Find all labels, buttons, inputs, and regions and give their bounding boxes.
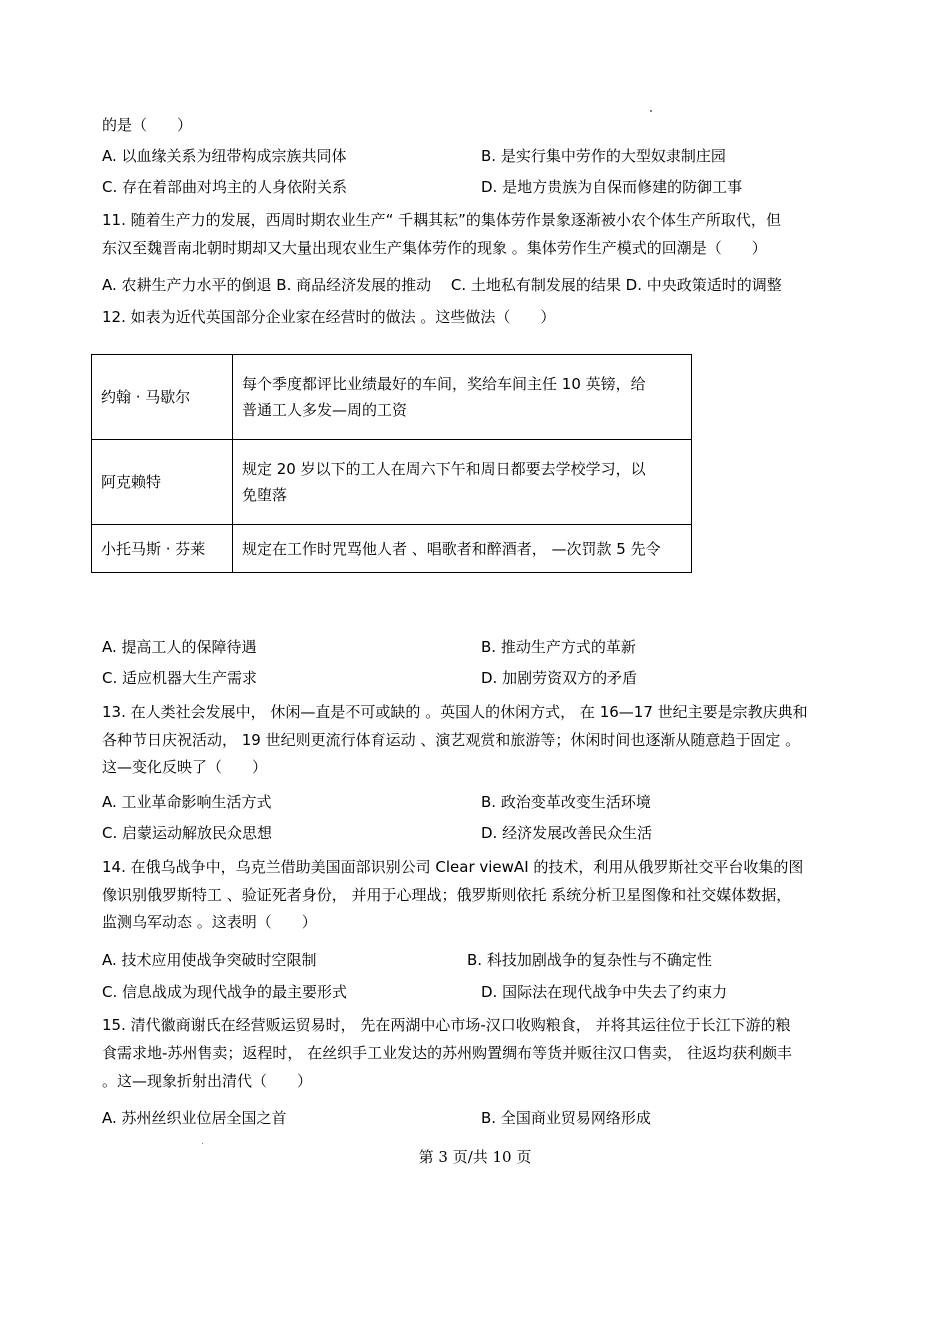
speck-mark bbox=[202, 1143, 203, 1144]
table-cell-name: 小托马斯 · 芬莱 bbox=[92, 525, 233, 573]
q10-option-d: D. 是地方贵族为自保而修建的防御工事 bbox=[481, 178, 743, 196]
table-cell-name: 约翰 · 马歇尔 bbox=[92, 355, 233, 440]
q15-stem-line-3: 。这—现象折射出清代（ ） bbox=[102, 1072, 313, 1090]
q14-option-c: C. 信息战成为现代战争的最主要形式 bbox=[102, 983, 348, 1001]
q10-option-a: A. 以血缘关系为纽带构成宗族共同体 bbox=[102, 147, 347, 165]
table-cell-practice bbox=[233, 525, 692, 573]
q15-option-a: A. 苏州丝织业位居全国之首 bbox=[102, 1109, 287, 1127]
q13-option-a: A. 工业革命影响生活方式 bbox=[102, 793, 272, 811]
entrepreneur-table bbox=[91, 354, 692, 573]
q12-option-b: B. 推动生产方式的革新 bbox=[481, 638, 636, 656]
table-cell-practice bbox=[233, 355, 692, 440]
table-row bbox=[92, 355, 692, 440]
practice-line: 规定在工作时咒骂他人者 、唱歌者和醉酒者， —次罚款 5 先令 bbox=[242, 539, 661, 558]
q13-stem-line-1: 13. 在人类社会发展中， 休闲—直是不可或缺的 。英国人的休闲方式， 在 16—17 世纪主要是宗教庆典和 bbox=[102, 703, 808, 721]
q13-option-b: B. 政治变革改变生活环境 bbox=[481, 793, 651, 811]
q14-option-d: D. 国际法在现代战争中失去了约束力 bbox=[481, 983, 728, 1001]
practice-line: 规定 20 岁以下的工人在周六下午和周日都要去学校学习，以 bbox=[242, 460, 646, 478]
practice-line: 免堕落 bbox=[242, 486, 288, 504]
table-row bbox=[92, 525, 692, 573]
q11-stem-line-2: 东汉至魏晋南北朝时期却又大量出现农业生产集体劳作的现象 。集体劳作生产模式的回潮是（ ） bbox=[102, 239, 767, 257]
q13-stem-line-3: 这—变化反映了（ ） bbox=[102, 758, 268, 776]
q13-stem-line-2: 各种节日庆祝活动， 19 世纪则更流行体育运动 、演艺观赏和旅游等；休闲时间也逐渐从随意趋于固定 。 bbox=[102, 731, 801, 749]
q14-stem-line-1: 14. 在俄乌战争中，乌克兰借助美国面部识别公司 Clear viewAI 的技术，利用从俄罗斯社交平台收集的图 bbox=[102, 858, 804, 876]
q10-stem-tail: 的是（ ） bbox=[102, 116, 193, 134]
table-cell-practice bbox=[233, 440, 692, 525]
q15-stem-line-2: 食需求地-苏州售卖；返程时， 在丝织手工业发达的苏州购置绸布等货并贩往汉口售卖， 往返均获利颇丰 bbox=[102, 1044, 792, 1062]
speck-mark bbox=[650, 110, 652, 112]
q10-option-c: C. 存在着部曲对坞主的人身依附关系 bbox=[102, 178, 348, 196]
q13-option-c: C. 启蒙运动解放民众思想 bbox=[102, 824, 273, 842]
table-row bbox=[92, 440, 692, 525]
q12-option-a: A. 提高工人的保障待遇 bbox=[102, 638, 257, 656]
q14-option-a: A. 技术应用使战争突破时空限制 bbox=[102, 951, 317, 969]
practice-line: 每个季度都评比业绩最好的车间，奖给车间主任 10 英镑，给 bbox=[242, 375, 646, 393]
q13-option-d: D. 经济发展改善民众生活 bbox=[481, 824, 653, 842]
table-cell-name: 阿克赖特 bbox=[92, 440, 233, 525]
q15-option-b: B. 全国商业贸易网络形成 bbox=[481, 1109, 651, 1127]
q14-stem-line-2: 像识别俄罗斯特工 、验证死者身份， 并用于心理战；俄罗斯则依托 系统分析卫星图像和社交媒体数据， bbox=[102, 886, 792, 904]
q12-stem: 12. 如表为近代英国部分企业家在经营时的做法 。这些做法（ ） bbox=[102, 308, 556, 326]
q12-option-d: D. 加剧劳资双方的矛盾 bbox=[481, 669, 638, 687]
q10-option-b: B. 是实行集中劳作的大型奴隶制庄园 bbox=[481, 147, 726, 165]
q15-stem-line-1: 15. 清代徽商谢氏在经营贩运贸易时， 先在两湖中心市场-汉口收购粮食， 并将其运往位于长江下游的粮 bbox=[102, 1016, 791, 1034]
q12-option-c: C. 适应机器大生产需求 bbox=[102, 669, 258, 687]
q11-options: A. 农耕生产力水平的倒退 B. 商品经济发展的推动 C. 土地私有制发展的结果 D. 中央政策适时的调整 bbox=[102, 276, 782, 294]
q14-option-b: B. 科技加剧战争的复杂性与不确定性 bbox=[467, 951, 712, 969]
q14-stem-line-3: 监测乌军动态 。这表明（ ） bbox=[102, 913, 317, 931]
practice-line: 普通工人多发—周的工资 bbox=[242, 401, 408, 419]
page-footer: 第 3 页/共 10 页 bbox=[418, 1148, 532, 1166]
q11-stem-line-1: 11. 随着生产力的发展，西周时期农业生产“ 千耦其耘”的集体劳作景象逐渐被小农个体生产所取代，但 bbox=[102, 211, 781, 229]
